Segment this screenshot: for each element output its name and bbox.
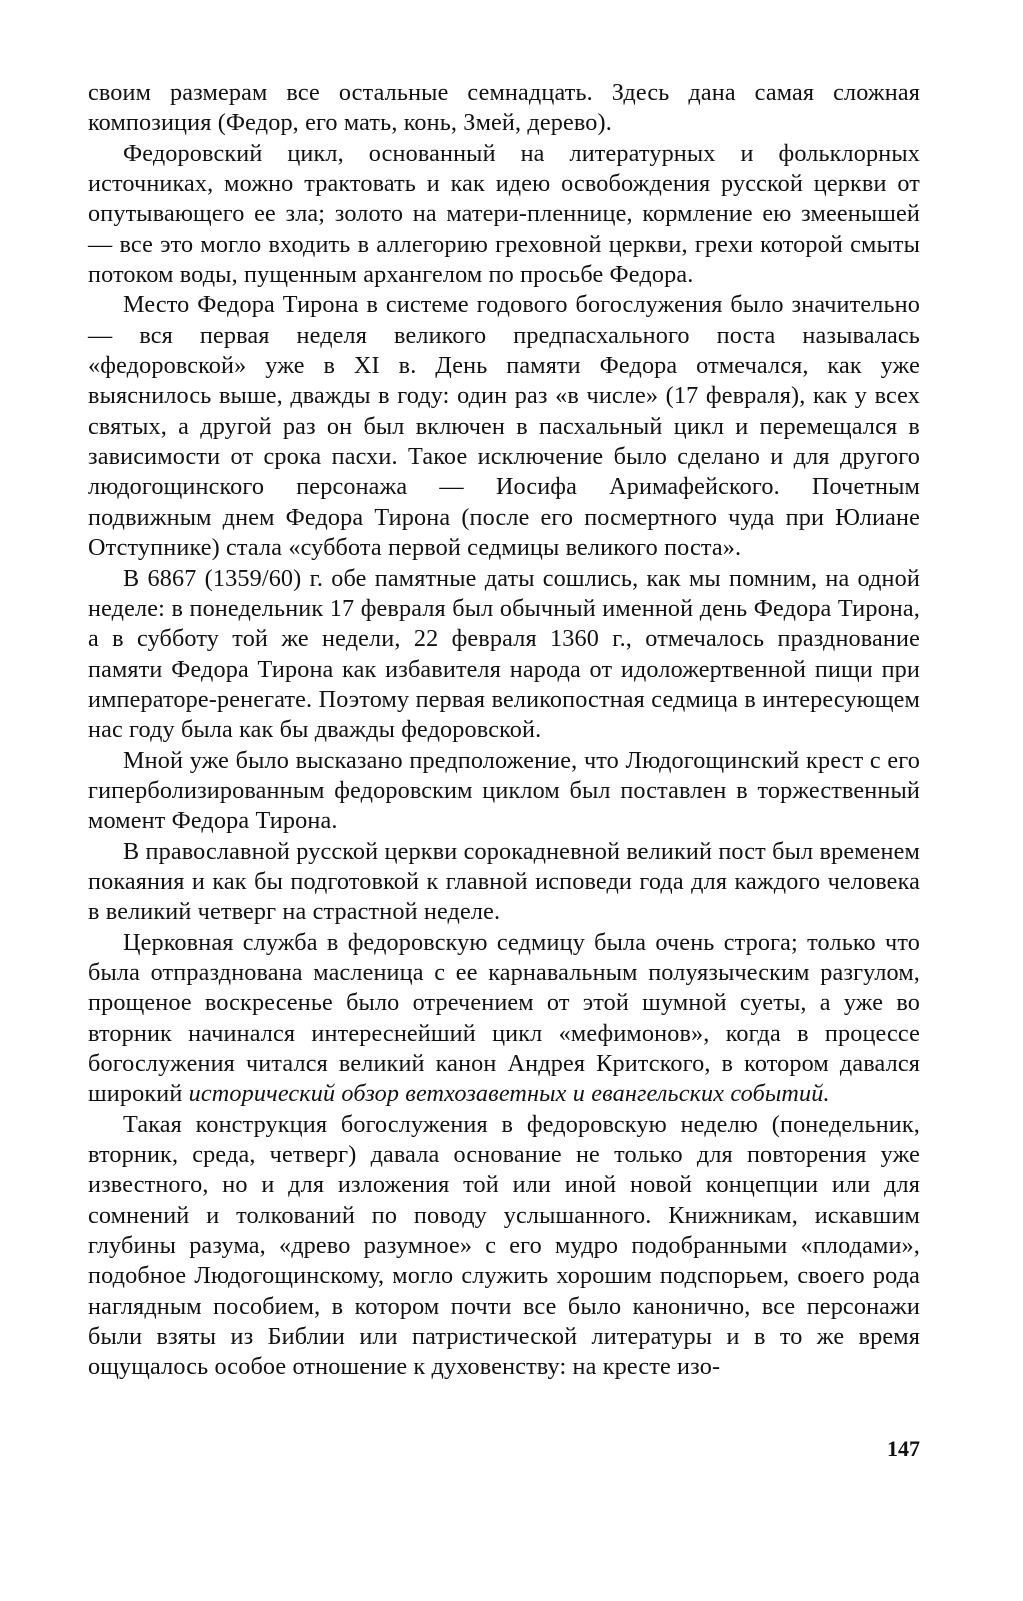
paragraph-3: Место Федора Тирона в системе годового богослужения было значительно — вся первая неделя великого предпасхального поста называлась «федоровской» уже в XI в. День памяти Федора отмечался, как уже выяснилось выше, дважды в году: один раз «в числе» (17 февраля), как у всех святых, а другой раз он был включен в пасхальный цикл и перемещался в зависимости от срока пасхи. Такое исключение было сделано и для другого людогощинского персонажа — Иосифа Аримафейского. Почетным подвижным днем Федора Тирона (после его посмертного чуда при Юлиане Отступнике) стала «суббота первой седмицы великого поста».	[88, 291, 920, 562]
paragraph-2: Федоровский цикл, основанный на литературных и фольклорных источниках, можно трактовать и как идею освобождения русской церкви от опутывающего ее зла; золото на матери-пленнице, кормление ею змеенышей — все это могло входить в аллегорию греховной церкви, грехи которой смыты потоком воды, пущенным архангелом по просьбе Федора.	[88, 139, 920, 289]
paragraph-1: своим размерам все остальные семнадцать. Здесь дана самая сложная композиция (Федор, его мать, конь, Змей, дерево).	[88, 79, 920, 137]
paragraph-4: В 6867 (1359/60) г. обе памятные даты сошлись, как мы помним, на одной неделе: в понедельник 17 февраля был обычный именной день Федора Тирона, а в субботу той же недели, 22 февраля 1360 г., отмечалось празднование памяти Федора Тирона как избавителя народа от идоложертвенной пищи при императоре-ренегате. Поэтому первая великопостная седмица в интересующем нас году была как бы дважды федоровской.	[88, 564, 920, 744]
page-number: 147	[887, 1436, 920, 1461]
paragraph-8: Такая конструкция богослужения в федоровскую неделю (понедельник, вторник, среда, четверг) давала основание не только для повторения уже известного, но и для изложения той или иной новой концепции или для сомнений и толкований по поводу услышанного. Книжникам, искавшим глубины разума, «древо разумное» с его мудро подобранными «плодами», подобное Людогощинскому, могло служить хорошим подспорьем, своего рода наглядным пособием, в котором почти все было канонично, все персонажи были взяты из Библии или патристической литературы и в то же время ощущалось особое отношение к духовенству: на кресте изо-	[88, 1110, 920, 1381]
paragraph-6: В православной русской церкви сорокадневной великий пост был временем покаяния и как бы подготовкой к главной исповеди года для каждого человека в великий четверг на страстной неделе.	[88, 837, 920, 926]
paragraph-7-italic: исторический обзор ветхозаветных и евангельских событий.	[188, 1080, 830, 1108]
paragraph-7-text: Церковная служба в федоровскую седмицу была очень строга; только что была отпразднована масленица с ее карнавальным полуязыческим разгулом, прощеное воскресенье было отречением от этой шумной суеты, а уже во вторник начинался интереснейший цикл «мефимонов», когда в процессе богослужения читался великий канон Андрея Критского, в котором давался широкий	[88, 928, 920, 1108]
paragraph-5: Мной уже было высказано предположение, что Людогощинский крест с его гиперболизированным федоровским циклом был поставлен в торжественный момент Федора Тирона.	[88, 746, 920, 835]
body-text	[88, 78, 920, 1383]
paragraph-7	[88, 928, 920, 1110]
